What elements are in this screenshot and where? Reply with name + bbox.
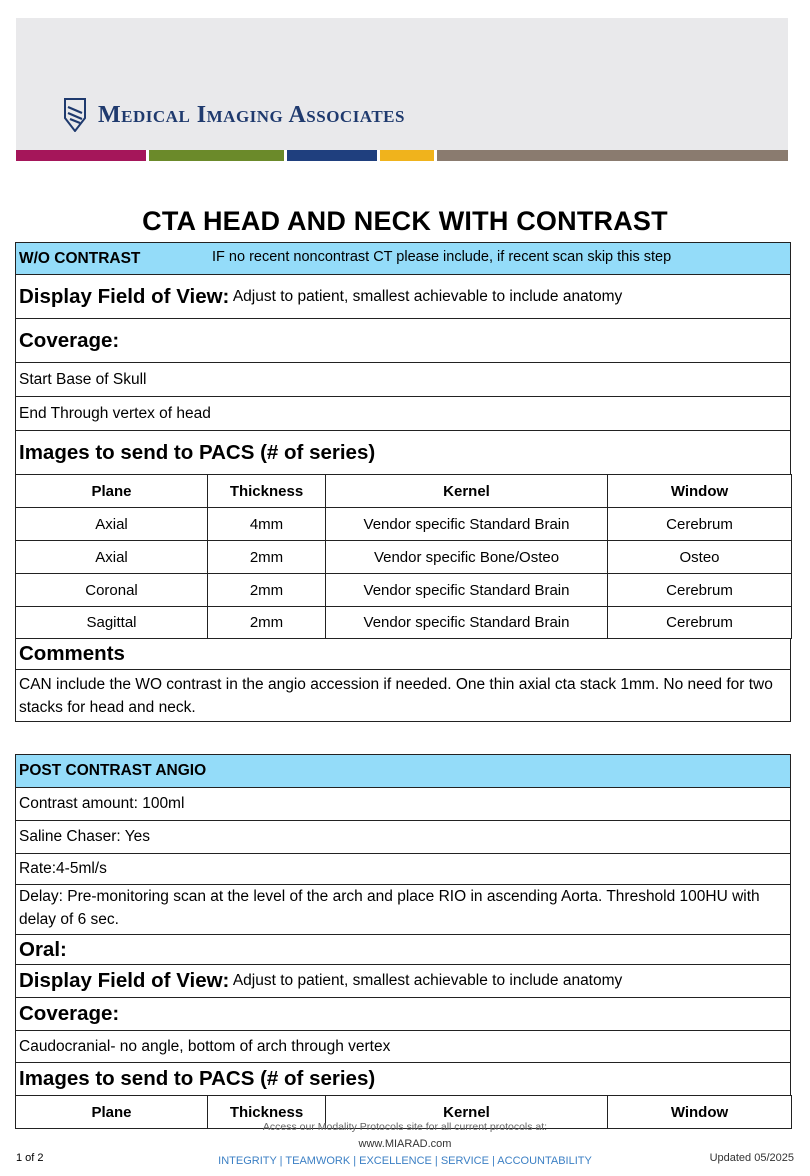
coverage-value: Caudocranial- no angle, bottom of arch through vertex — [19, 1037, 391, 1055]
page-title: CTA HEAD AND NECK WITH CONTRAST — [142, 206, 668, 236]
rate: Rate:4-5ml/s — [19, 860, 107, 877]
cell-kernel: Vendor specific Bone/Osteo — [326, 541, 608, 574]
logo — [64, 98, 405, 132]
cell-plane: Coronal — [16, 574, 208, 607]
saline-row — [15, 821, 791, 854]
comments-heading — [15, 639, 791, 670]
post-contrast-section — [15, 754, 791, 1129]
table-row — [16, 574, 792, 607]
col-kernel: Kernel — [326, 1096, 608, 1129]
comments-label: Comments — [19, 642, 125, 665]
images-label: Images to send to PACS (# of series) — [19, 1067, 376, 1090]
stripe-taupe — [437, 150, 788, 161]
color-stripes — [16, 150, 788, 161]
cell-thickness: 2mm — [208, 607, 326, 639]
table-row — [16, 541, 792, 574]
saline-chaser: Saline Chaser: Yes — [19, 828, 150, 845]
images-label: Images to send to PACS (# of series) — [19, 440, 376, 464]
cell-kernel: Vendor specific Standard Brain — [326, 508, 608, 541]
dfov-value: Adjust to patient, smallest achievable to include anatomy — [229, 972, 623, 989]
coverage-value-row — [15, 1031, 791, 1063]
wo-contrast-header — [15, 242, 791, 275]
shield-logo-icon — [64, 98, 86, 132]
coverage-label: Coverage: — [19, 328, 120, 352]
dfov-row — [15, 965, 791, 998]
cell-thickness: 2mm — [208, 574, 326, 607]
rate-row — [15, 854, 791, 885]
page-number: 1 of 2 — [16, 1152, 44, 1164]
col-plane: Plane — [16, 475, 208, 508]
coverage-start — [15, 363, 791, 397]
cell-kernel: Vendor specific Standard Brain — [326, 574, 608, 607]
cell-kernel: Vendor specific Standard Brain — [326, 607, 608, 639]
col-window: Window — [608, 1096, 792, 1129]
stripe-gold — [380, 150, 434, 161]
table-row — [16, 607, 792, 639]
delay-row — [15, 885, 791, 935]
section-label: W/O CONTRAST — [19, 249, 141, 267]
coverage-label: Coverage: — [19, 1002, 120, 1025]
coverage-end — [15, 397, 791, 431]
dfov-label: Display Field of View: — [19, 969, 230, 992]
footer-values: INTEGRITY | TEAMWORK | EXCELLENCE | SERVICE | ACCOUNTABILITY — [218, 1155, 592, 1167]
images-row — [15, 1063, 791, 1095]
coverage-row — [15, 319, 791, 363]
section-label: POST CONTRAST ANGIO — [19, 762, 207, 779]
col-plane: Plane — [16, 1096, 208, 1129]
updated-date: Updated 05/2025 — [709, 1152, 794, 1164]
cell-thickness: 2mm — [208, 541, 326, 574]
col-window: Window — [608, 475, 792, 508]
footer-website: www.MIARAD.com — [358, 1138, 452, 1150]
col-kernel: Kernel — [326, 475, 608, 508]
cell-window: Cerebrum — [608, 508, 792, 541]
table-row — [16, 508, 792, 541]
start-text: Start Base of Skull — [19, 370, 147, 388]
wo-contrast-note: IF no recent noncontrast CT please include, if recent scan skip this step — [212, 249, 672, 265]
brand-name: Medical Imaging Associates — [98, 101, 405, 128]
col-thickness: Thickness — [208, 1096, 326, 1129]
comments-text: CAN include the WO contrast in the angio accession if needed. One thin axial cta stack 1mm. No need for two stacks for head and neck. — [19, 676, 773, 716]
wo-contrast-section — [15, 242, 791, 722]
cell-thickness: 4mm — [208, 508, 326, 541]
cell-window: Cerebrum — [608, 574, 792, 607]
contrast-amount-row — [15, 788, 791, 821]
dfov-label: Display Field of View: — [19, 284, 230, 308]
contrast-amount: Contrast amount: 100ml — [19, 795, 185, 812]
cell-plane: Axial — [16, 541, 208, 574]
post-contrast-header — [15, 754, 791, 788]
stripe-magenta — [16, 150, 146, 161]
end-text: End Through vertex of head — [19, 404, 211, 422]
table-header-row — [16, 475, 792, 508]
images-row — [15, 431, 791, 474]
series-table — [15, 474, 792, 639]
stripe-green — [149, 150, 284, 161]
cell-plane: Axial — [16, 508, 208, 541]
delay: Delay: Pre-monitoring scan at the level of the arch and place RIO in ascending Aorta. Threshold 100HU with delay of 6 sec. — [19, 888, 760, 928]
dfov-value: Adjust to patient, smallest achievable to include anatomy — [229, 287, 623, 305]
cell-window: Osteo — [608, 541, 792, 574]
cell-window: Cerebrum — [608, 607, 792, 639]
comments-row — [15, 670, 791, 722]
oral-row — [15, 935, 791, 965]
cell-plane: Sagittal — [16, 607, 208, 639]
footer-access-text: Access our Modality Protocols site for all current protocols at: — [262, 1121, 548, 1133]
coverage-row — [15, 998, 791, 1031]
col-thickness: Thickness — [208, 475, 326, 508]
dfov-row — [15, 275, 791, 319]
oral-label: Oral: — [19, 937, 67, 961]
stripe-navy — [287, 150, 377, 161]
